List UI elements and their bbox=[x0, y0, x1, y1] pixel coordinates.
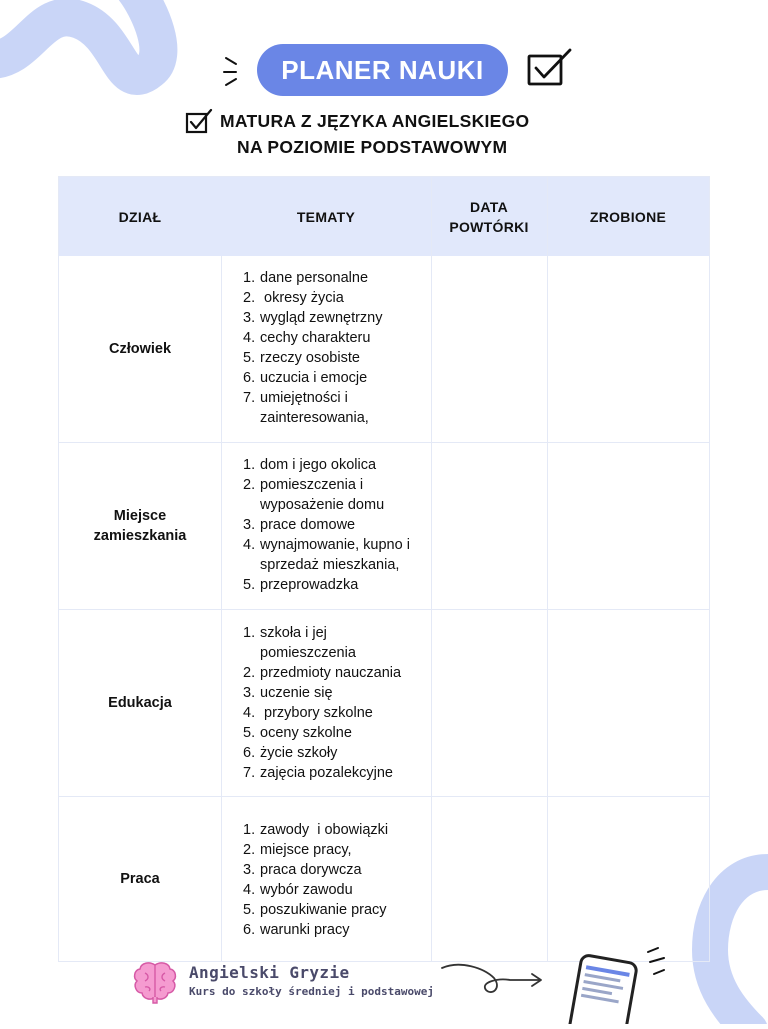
topic-list bbox=[243, 820, 433, 940]
smartphone-icon bbox=[560, 952, 644, 1029]
list-item: 5. poszukiwanie pracy bbox=[243, 902, 387, 918]
list-item: 1. dane personalne bbox=[243, 270, 369, 286]
list-item: 1. zawody i obowiązki bbox=[243, 822, 389, 838]
list-item: 3. prace domowe bbox=[243, 517, 356, 533]
list-item: 3. praca dorywcza bbox=[243, 862, 362, 878]
checkbox-check-icon bbox=[526, 48, 574, 93]
subtitle-line-1: MATURA Z JĘZYKA ANGIELSKIEGO bbox=[220, 111, 530, 131]
topic-list bbox=[243, 623, 433, 783]
topic-list bbox=[243, 455, 433, 595]
arrow-icon bbox=[440, 962, 546, 1003]
column-header-topics: TEMATY bbox=[296, 208, 356, 225]
list-item: 7. umiejętności i zainteresowania, bbox=[243, 390, 369, 426]
column-header-section: DZIAŁ bbox=[118, 208, 162, 225]
brain-icon bbox=[131, 959, 179, 1010]
list-item: 1. dom i jego okolica bbox=[243, 457, 377, 473]
table-row-section: Praca bbox=[120, 871, 160, 887]
checkbox-check-icon bbox=[185, 108, 213, 139]
list-item: 6. uczucia i emocje bbox=[243, 370, 368, 386]
list-item: 5. oceny szkolne bbox=[243, 725, 352, 741]
list-item: 4. cechy charakteru bbox=[243, 330, 371, 346]
column-header-review-date: DATA POWTÓRKI bbox=[449, 198, 529, 235]
page-subtitle bbox=[220, 108, 560, 160]
list-item: 4. wybór zawodu bbox=[243, 882, 353, 898]
list-item: 2. miejsce pracy, bbox=[243, 842, 352, 858]
table-row-section: Człowiek bbox=[108, 341, 172, 357]
study-plan-table bbox=[58, 176, 710, 962]
list-item: 2. okresy życia bbox=[243, 290, 344, 306]
brand-tagline: Kurs do szkoły średniej i podstawowej bbox=[189, 985, 435, 998]
sparkle-lines-icon bbox=[222, 54, 244, 93]
list-item: 5. rzeczy osobiste bbox=[243, 350, 360, 366]
list-item: 5. przeprowadzka bbox=[243, 577, 359, 593]
list-item: 2. przedmioty nauczania bbox=[243, 665, 402, 681]
list-item: 1. szkoła i jej pomieszczenia bbox=[243, 625, 356, 661]
decor-top-left-swirl bbox=[0, 0, 200, 120]
table-row-section: Edukacja bbox=[108, 694, 172, 711]
list-item: 6. warunki pracy bbox=[243, 922, 350, 938]
list-item: 3. wygląd zewnętrzny bbox=[243, 310, 383, 326]
column-divider bbox=[547, 177, 548, 962]
page-title: PLANER NAUKI bbox=[257, 44, 508, 96]
sparkle-lines-icon bbox=[644, 946, 668, 985]
list-item: 4. przybory szkolne bbox=[243, 705, 373, 721]
list-item: 4. wynajmowanie, kupno i sprzedaż mieszkania, bbox=[243, 537, 410, 573]
table-row-section: Miejsce zamieszkania bbox=[93, 507, 187, 544]
list-item: 2. pomieszczenia i wyposażenie domu bbox=[243, 477, 385, 513]
list-item: 3. uczenie się bbox=[243, 685, 333, 701]
subtitle-line-2: NA POZIOMIE PODSTAWOWYM bbox=[237, 137, 508, 157]
column-header-done: ZROBIONE bbox=[589, 208, 667, 225]
topic-list bbox=[243, 268, 433, 428]
list-item: 7. zajęcia pozalekcyjne bbox=[243, 765, 393, 781]
brand-name: Angielski Gryzie bbox=[189, 963, 350, 982]
list-item: 6. życie szkoły bbox=[243, 745, 338, 761]
